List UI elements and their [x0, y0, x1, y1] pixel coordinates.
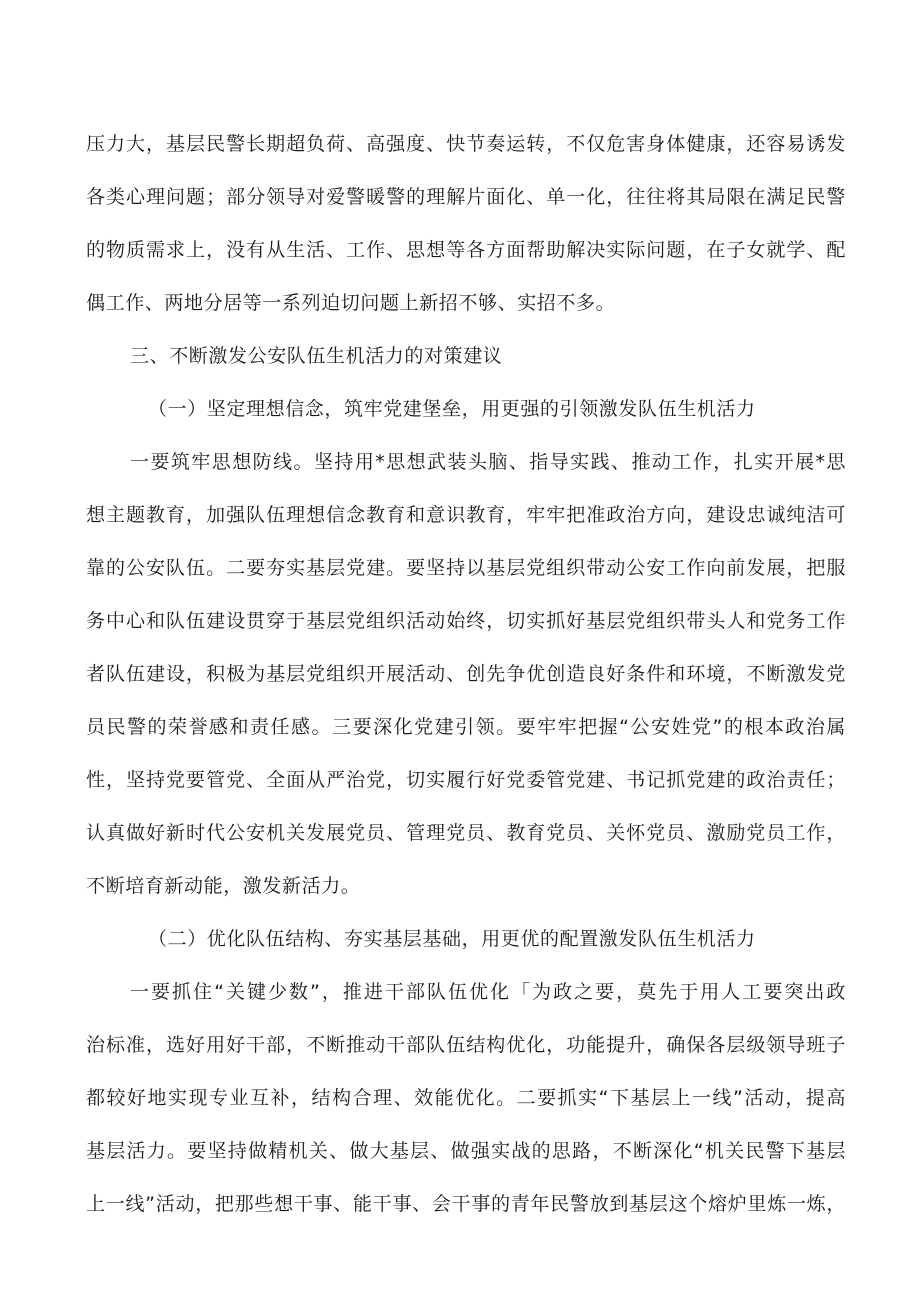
- paragraph-line: 治标准，选好用好干部，不断推动干部队伍结构优化，功能提升，确保各层级领导班子: [86, 1034, 846, 1056]
- paragraph-line: 员民警的荣誉感和责任感。三要深化党建引领。要牢牢把握“公安姓党”的根本政治属: [86, 716, 846, 738]
- paragraph-line: 的物质需求上，没有从生活、工作、思想等各方面帮助解决实际问题，在子女就学、配: [86, 239, 846, 261]
- subsection-heading: （二）优化队伍结构、夯实基层基础，用更优的配置激发队伍生机活力: [148, 928, 756, 950]
- paragraph-line: 不断培育新动能，激发新活力。: [86, 875, 361, 897]
- paragraph-line: 者队伍建设，积极为基层党组织开展活动、创先争优创造良好条件和环境，不断激发党: [86, 663, 846, 685]
- paragraph-line: 靠的公安队伍。二要夯实基层党建。要坚持以基层党组织带动公安工作向前发展，把服: [86, 557, 846, 579]
- paragraph-line: 基层活力。要坚持做精机关、做大基层、做强实战的思路，不断深化“机关民警下基层: [86, 1140, 846, 1162]
- paragraph-line: 偶工作、两地分居等一系列迫切问题上新招不够、实招不多。: [86, 292, 616, 314]
- paragraph-line: 上一线”活动，把那些想干事、能干事、会干事的青年民警放到基层这个熔炉里炼一炼，: [86, 1193, 846, 1215]
- paragraph-line: 都较好地实现专业互补，结构合理、效能优化。二要抓实“下基层上一线”活动，提高: [86, 1087, 846, 1109]
- paragraph-line: 压力大，基层民警长期超负荷、高强度、快节奏运转，不仅危害身体健康，还容易诱发: [86, 133, 846, 155]
- paragraph-line: 一要筑牢思想防线。坚持用*思想武装头脑、指导实践、推动工作，扎实开展*思: [130, 451, 846, 473]
- paragraph-line: 想主题教育，加强队伍理想信念教育和意识教育，牢牢把准政治方向，建设忠诚纯洁可: [86, 504, 846, 526]
- paragraph-line: 认真做好新时代公安机关发展党员、管理党员、教育党员、关怀党员、激励党员工作，: [86, 822, 846, 844]
- section-heading: 三、不断激发公安队伍生机活力的对策建议: [130, 345, 503, 367]
- paragraph-line: 各类心理问题；部分领导对爱警暖警的理解片面化、单一化，往往将其局限在满足民警: [86, 186, 846, 208]
- paragraph-line: 一要抓住“关键少数”，推进干部队伍优化「为政之要，莫先于用人工要突出政: [130, 981, 846, 1003]
- subsection-heading: （一）坚定理想信念，筑牢党建堡垒，用更强的引领激发队伍生机活力: [148, 398, 756, 420]
- paragraph-line: 性，坚持党要管党、全面从严治党，切实履行好党委管党建、书记抓党建的政治责任；: [86, 769, 846, 791]
- paragraph-line: 务中心和队伍建设贯穿于基层党组织活动始终，切实抓好基层党组织带头人和党务工作: [86, 610, 846, 632]
